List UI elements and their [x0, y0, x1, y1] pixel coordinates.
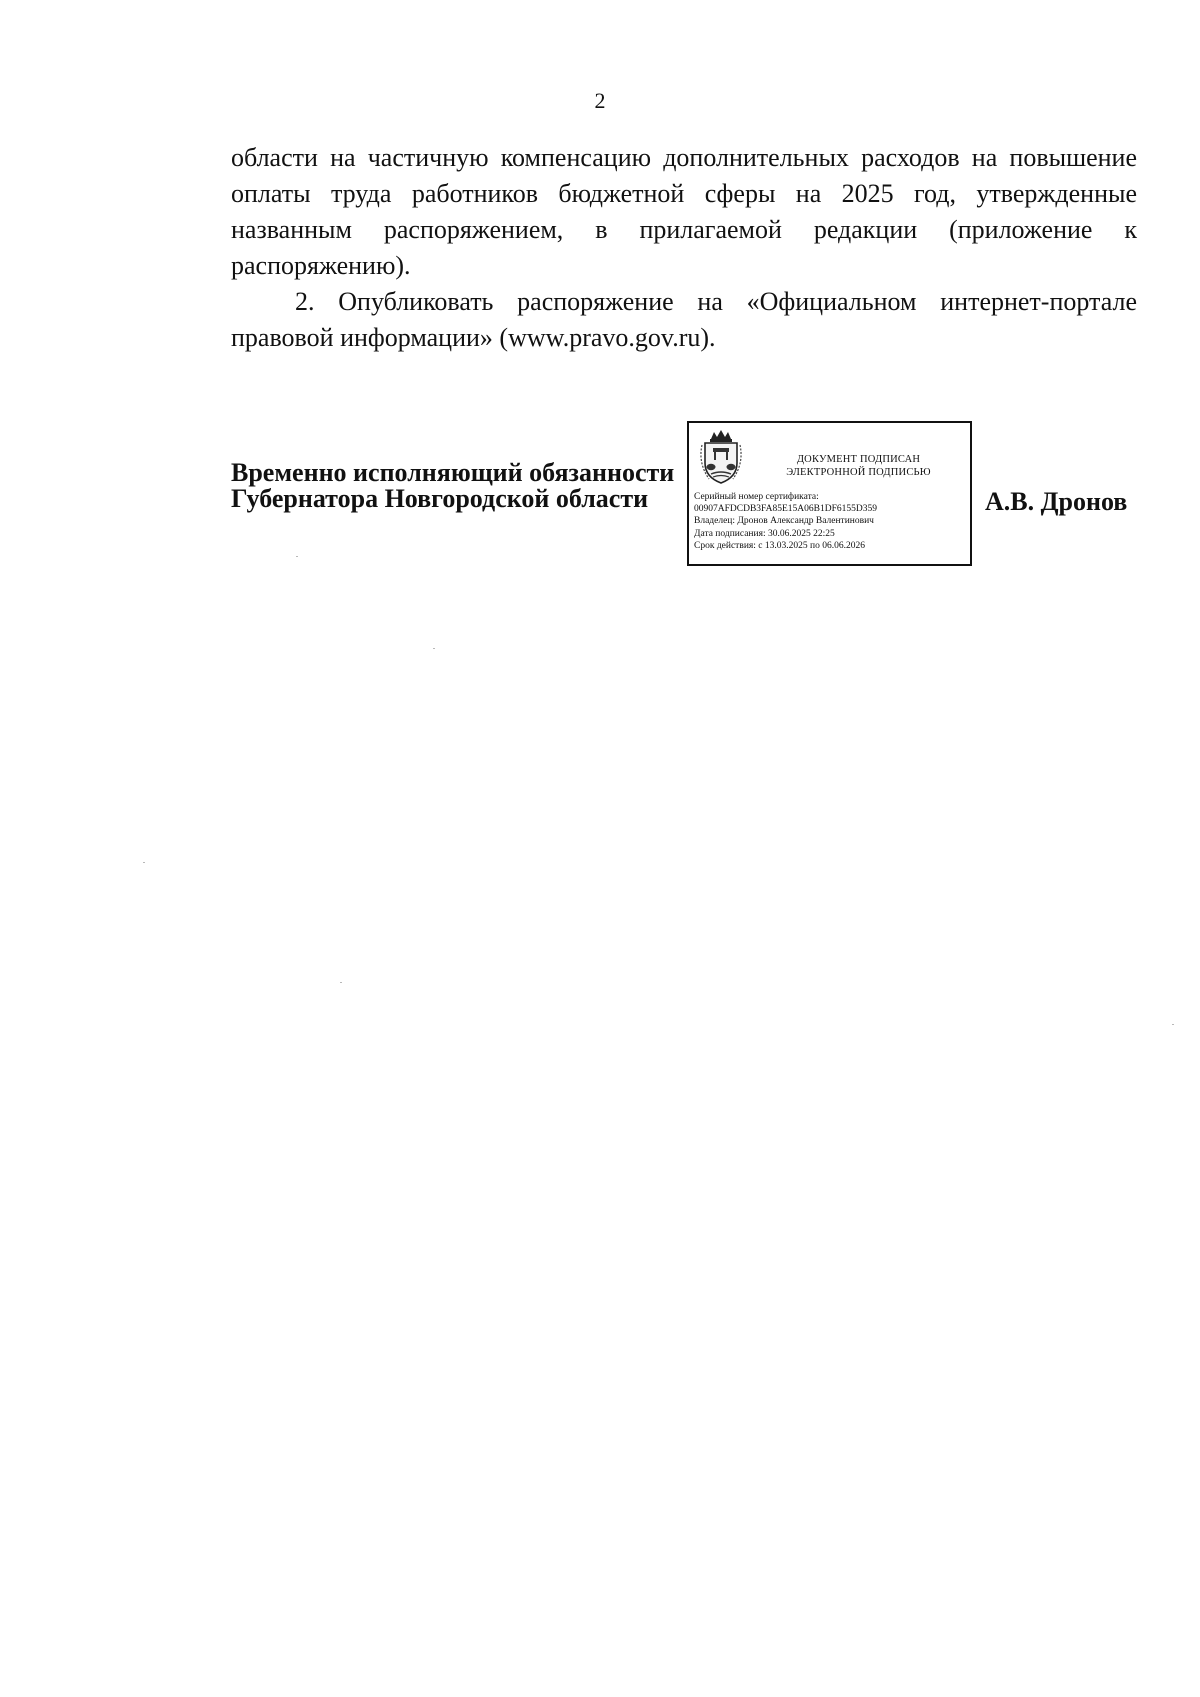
stamp-validity: Срок действия: с 13.03.2025 по 06.06.2026	[694, 540, 865, 551]
signer-name: А.В. Дронов	[985, 487, 1128, 516]
body-paragraph-2: 2. Опубликовать распоряжение на «Официальном интернет-портале правовой информации» (www.pravo.gov.ru).	[231, 287, 1137, 352]
signer-title	[231, 460, 691, 512]
novgorod-coat-of-arms-icon	[697, 429, 745, 485]
stamp-certificate-label: Серийный номер сертификата:	[694, 492, 819, 502]
scan-speck	[1172, 1024, 1174, 1025]
page-number: 2	[594, 88, 606, 113]
signer-title-line-2: Губернатора Новгородской области	[231, 484, 649, 513]
scan-speck	[433, 648, 435, 649]
stamp-signed-date: Дата подписания: 30.06.2025 22:25	[694, 528, 835, 539]
stamp-owner: Владелец: Дронов Александр Валентинович	[694, 516, 874, 527]
signer-title-line-1: Временно исполняющий обязанности	[231, 458, 675, 487]
stamp-details	[694, 491, 969, 552]
stamp-heading-line-2: ЭЛЕКТРОННОЙ ПОДПИСЬЮ	[786, 467, 931, 478]
scan-speck	[143, 862, 145, 863]
body-paragraph-1: области на частичную компенсацию дополнительных расходов на повышение оплаты труда работников бюджетной сферы на 2025 год, утвержденные названным распоряжением, в прилагаемой редакции (приложение к распоряжению).	[231, 143, 1137, 280]
stamp-heading-line-1: ДОКУМЕНТ ПОДПИСАН	[796, 454, 921, 465]
scan-speck	[296, 556, 298, 557]
scan-speck	[340, 982, 342, 983]
document-body	[231, 140, 1137, 356]
stamp-heading	[751, 453, 966, 479]
stamp-certificate-serial: 00907AFDCDB3FA85E15A06B1DF6155D359	[694, 504, 877, 515]
electronic-signature-stamp	[687, 421, 972, 566]
